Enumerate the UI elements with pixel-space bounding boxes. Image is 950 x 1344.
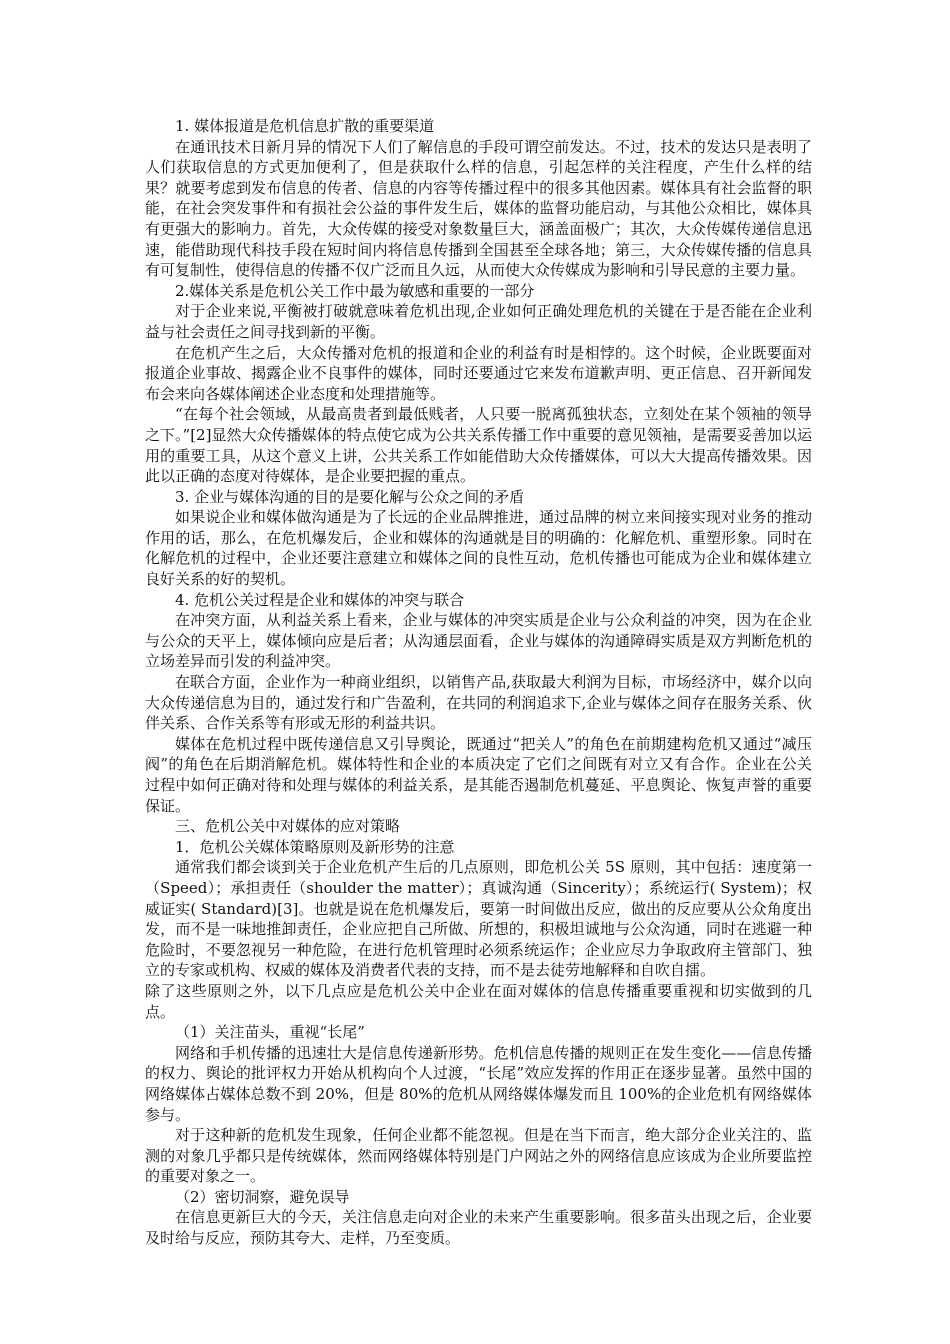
paragraph: “在每个社会领域，从最高贵者到最低贱者，人只要一脱离孤独状态，立刻处在某个领袖的领导之下。”[2]显然大众传播媒体的特点使它成为公共关系传播工作中重要的意见领袖，是需要妥善加以运用的重要工具，从这个意义上讲，公共关系工作如能借助大众传播媒体，可以大大提高传播效果。因此以正确的态度对待媒体，是企业要把握的重点。 <box>145 405 812 486</box>
subheading-long-tail: （1）关注苗头，重视“长尾” <box>175 1023 365 1042</box>
paragraph: 除了这些原则之外，以下几点应是危机公关中企业在面对媒体的信息传播重要重视和切实做到的几点。 <box>145 981 812 1021</box>
paragraph: 在危机产生之后，大众传播对危机的报道和企业的利益有时是相悖的。这个时候，企业既要面对报道企业事故、揭露企业不良事件的媒体，同时还要通过它来发布道歉声明、更正信息、召开新闻发布会来向各媒体阐述企业态度和处理措施等。 <box>145 343 812 403</box>
paragraph: 在信息更新巨大的今天，关注信息走向对企业的未来产生重要影响。很多苗头出现之后，企业要及时给与反应，预防其夸大、走样，乃至变质。 <box>145 1208 812 1248</box>
paragraph: 在通讯技术日新月异的情况下人们了解信息的手段可谓空前发达。不过，技术的发达只是表明了人们获取信息的方式更加便利了，但是获取什么样的信息，引起怎样的关注程度，产生什么样的结果？就要考虑到发布信息的传者、信息的内容等传播过程中的很多其他因素。媒体具有社会监督的职能，在社会突发事件和有损社会公益的事件发生后，媒体的监督功能启动，与其他公众相比，媒体具有更强大的影响力。首先，大众传媒的接受对象数量巨大，涵盖面极广；其次，大众传媒传递信息迅速，能借助现代科技手段在短时间内将信息传播到全国甚至全球各地；第三，大众传媒传播的信息具有可复制性，使得信息的传播不仅广泛而且久远，从而使大众传媒成为影响和引导民意的主要力量。 <box>145 137 812 280</box>
paragraph: 网络和手机传播的迅速壮大是信息传递新形势。危机信息传播的规则正在发生变化——信息传播的权力、舆论的批评权力开始从机构向个人过渡，“长尾”效应发挥的作用正在逐步显著。虽然中国的网络媒体占媒体总数不到 20%，但是 80%的危机从网络媒体爆发而且 100%的企业危机有网络媒体参与。 <box>145 1043 812 1124</box>
paragraph: 在冲突方面，从利益关系上看来，企业与媒体的冲突实质是企业与公众利益的冲突，因为在企业与公众的天平上，媒体倾向应是后者；从沟通层面看，企业与媒体的沟通障碍实质是双方判断危机的立场差异而引发的利益冲突。 <box>145 611 812 671</box>
document-body <box>145 116 812 1249</box>
paragraph: 如果说企业和媒体做沟通是为了长远的企业品牌推进，通过品牌的树立来间接实现对业务的推动作用的话，那么，在危机爆发后，企业和媒体的沟通就是目的明确的：化解危机、重塑形象。同时在化解危机的过程中，企业还要注意建立和媒体之间的良性互动，危机传播也可能成为企业和媒体建立良好关系的好的契机。 <box>145 508 812 589</box>
paragraph: 媒体在危机过程中既传递信息又引导舆论，既通过“把关人”的角色在前期建构危机又通过“减压阀”的角色在后期消解危机。媒体特性和企业的本质决定了它们之间既有对立又有合作。企业在公关过程中如何正确对待和处理与媒体的利益关系，是其能否遏制危机蔓延、平息舆论、恢复声誉的重要保证。 <box>145 734 812 815</box>
heading-media-relations: 2.媒体关系是危机公关工作中最为敏感和重要的一部分 <box>175 281 535 300</box>
heading-media-reporting: 1. 媒体报道是危机信息扩散的重要渠道 <box>175 117 435 135</box>
paragraph: 对于企业来说,平衡被打破就意味着危机出现,企业如何正确处理危机的关键在于是否能在企业利益与社会责任之间寻找到新的平衡。 <box>145 302 812 341</box>
heading-conflict-and-union: 4. 危机公关过程是企业和媒体的冲突与联合 <box>175 590 465 609</box>
paragraph: 对于这种新的危机发生现象，任何企业都不能忽视。但是在当下而言，绝大部分企业关注的、监测的对象几乎都只是传统媒体，然而网络媒体特别是门户网站之外的网络信息应该成为企业所要监控的重要对象之一。 <box>145 1126 812 1186</box>
paragraph: 在联合方面，企业作为一种商业组织，以销售产品,获取最大利润为目标，市场经济中，媒介以向大众传递信息为目的，通过发行和广告盈利，在共同的利润追求下,企业与媒体之间存在服务关系、伙伴关系、合作关系等有形或无形的利益共识。 <box>145 673 812 733</box>
section-heading-strategies: 三、危机公关中对媒体的应对策略 <box>175 817 401 836</box>
heading-principles: 1．危机公关媒体策略原则及新形势的注意 <box>175 837 455 856</box>
paragraph: 通常我们都会谈到关于企业危机产生后的几点原则，即危机公关 5S 原则，其中包括：速度第一（Speed）；承担责任（shoulder the matter）；真诚沟通（Sincerity）；系统运行( System)；权威证实( Standard)[3]。也就是说在危机爆发后，要第一时间做出反应，做出的反应要从公众角度出发，而不是一味地推卸责任，企业应把自己所做、所想的，积极坦诚地与公众沟通，同时在逃避一种危险时，不要忽视另一种危险，在进行危机管理时必须系统运作；企业应尽力争取政府主管部门、独立的专家或机构、权威的媒体及消费者代表的支持，而不是去徒劳地解释和自吹自擂。 <box>145 858 812 980</box>
heading-communication-purpose: 3. 企业与媒体沟通的目的是要化解与公众之间的矛盾 <box>175 487 525 506</box>
subheading-avoid-misleading: （2）密切洞察，避免误导 <box>175 1187 350 1206</box>
